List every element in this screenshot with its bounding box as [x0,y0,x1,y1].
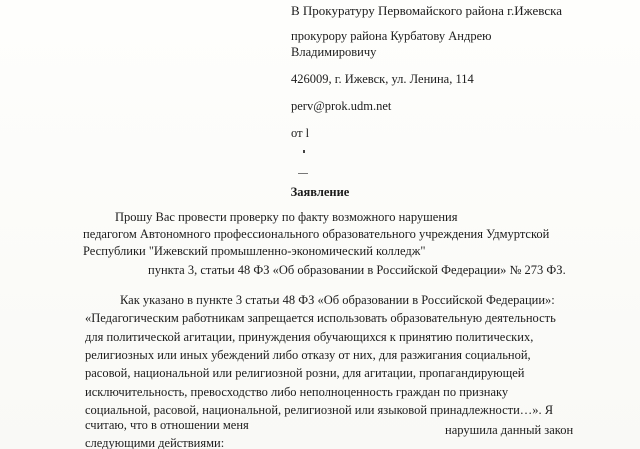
para2-line8-right: нарушила данный закон [445,423,574,437]
redaction-dash [298,173,308,174]
addressee-address: 426009, г. Ижевск, ул. Ленина, 114 [291,72,474,86]
para2-line5: расовой, национальной или религиозной розни, для агитации, пропагандирующей [85,366,525,380]
para2-line4: религиозных или иных убеждений либо отказу от них, для разжигания социальной, [85,348,531,362]
para2-line1: Как указано в пункте 3 статьи 48 ФЗ «Об образовании в Российской Федерации»: [120,293,555,307]
para2-line2: «Педагогическим работникам запрещается использовать образовательную деятельность [85,311,556,325]
sender-from: от l [291,126,310,140]
addressee-email: perv@prok.udm.net [291,99,392,113]
para1-line3: Республики "Ижевский промышленно-экономический колледж" [83,244,426,258]
para1-line2: педагогом Автономного профессионального образовательного учреждения Удмуртской [83,227,550,241]
addressee-person-line2: Владимировичу [291,45,377,59]
document-title: Заявление [290,185,350,199]
para1-line1: Прошу Вас провести проверку по факту возможного нарушения [115,210,458,224]
para1-line4: пункта 3, статьи 48 ФЗ «Об образовании в Российской Федерации» № 273 ФЗ. [148,263,566,277]
addressee-office: В Прокуратуру Первомайского района г.Ижевска [291,3,562,18]
para2-line7: социальной, расовой, национальной, религиозной или языковой принадлежности…». Я [85,403,554,417]
para2-line8: считаю, что в отношении меня [85,418,249,432]
para2-line3: для политической агитации, принуждения обучающихся к принятию политических, [85,330,534,344]
para2-line9: следующими действиями: [85,436,225,449]
addressee-person-line1: прокурору района Курбатову Андрею [291,29,492,43]
redaction-speck [303,150,305,153]
para2-line6: исключительность, превосходство либо неполноценность граждан по признаку [85,385,509,399]
